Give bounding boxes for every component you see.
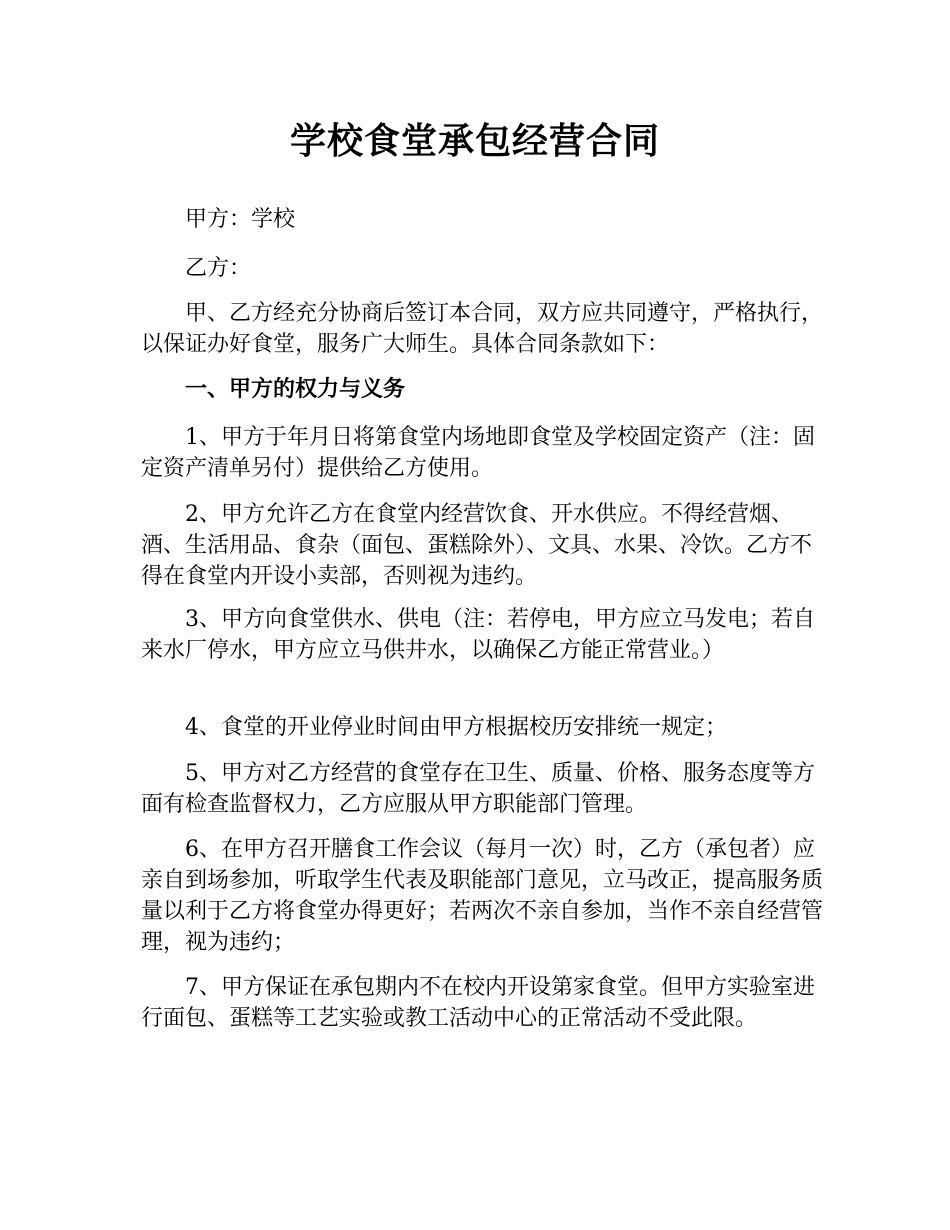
- clause-2: 2、甲方允许乙方在食堂内经营饮食、开水供应。不得经营烟、酒、生活用品、食杂（面包、蛋糕除外）、文具、水果、冷饮。乙方不得在食堂内开设小卖部，否则视为违约。: [141, 502, 813, 589]
- section-heading: 一、甲方的权力与义务: [185, 377, 406, 402]
- party-a-line: 甲方：学校: [185, 207, 296, 232]
- party-b-line: 乙方：: [185, 256, 252, 281]
- intro-paragraph: 甲、乙方经充分协商后签订本合同，双方应共同遵守，严格执行，以保证办好食堂，服务广大师生。具体合同条款如下：: [141, 301, 824, 357]
- clause-3: 3、甲方向食堂供水、供电（注：若停电，甲方应立马发电；若自来水厂停水，甲方应立马供井水，以确保乙方能正常营业。）: [141, 607, 815, 663]
- clause-4: 4、食堂的开业停业时间由甲方根据校历安排统一规定；: [185, 715, 727, 740]
- clause-6: 6、在甲方召开膳食工作会议（每月一次）时，乙方（承包者）应亲自到场参加，听取学生代表及职能部门意见，立马改正，提高服务质量以利于乙方将食堂办得更好；若两次不亲自参加，当作不亲自经营管理，视为违约；: [141, 837, 824, 955]
- clause-1: 1、甲方于年月日将第食堂内场地即食堂及学校固定资产（注：固定资产清单另付）提供给乙方使用。: [141, 425, 815, 481]
- document-title: 学校食堂承包经营合同: [289, 121, 660, 162]
- clause-7: 7、甲方保证在承包期内不在校内开设第家食堂。但甲方实验室进行面包、蛋糕等工艺实验或教工活动中心的正常活动不受此限。: [141, 975, 815, 1031]
- clause-5: 5、甲方对乙方经营的食堂存在卫生、质量、价格、服务态度等方面有检查监督权力，乙方应服从甲方职能部门管理。: [141, 761, 815, 817]
